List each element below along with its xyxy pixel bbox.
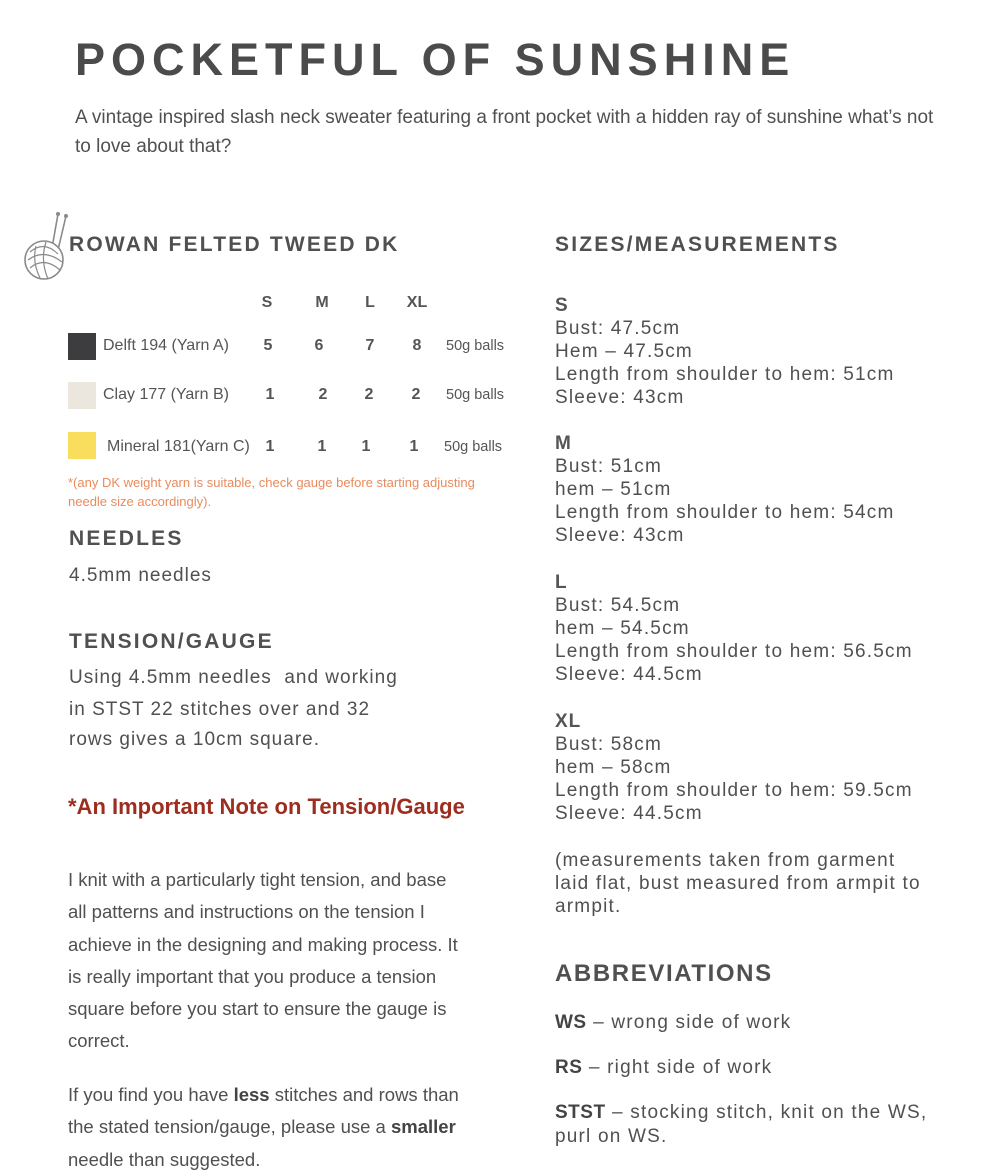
yarn-a-name: Delft 194 (Yarn A)	[103, 337, 229, 354]
yarn-c-qty-xl: 1	[409, 438, 419, 455]
yarn-a-qty-xl: 8	[412, 337, 422, 354]
size-line: hem – 58cm	[555, 757, 672, 779]
size-block-xl	[555, 710, 965, 825]
yarn-a-qty-l: 7	[365, 337, 375, 354]
size-header-m: M	[315, 294, 329, 311]
yarn-b-qty-m: 2	[318, 386, 328, 403]
size-line: hem – 51cm	[555, 479, 672, 501]
yarn-c-unit: 50g balls	[444, 439, 503, 455]
tension-heading: TENSION/GAUGE	[69, 630, 274, 653]
yarn-c-name: Mineral 181(Yarn C)	[107, 438, 250, 455]
yarn-b-qty-xl: 2	[411, 386, 421, 403]
size-header-xl: XL	[406, 294, 428, 311]
size-line: Sleeve: 44.5cm	[555, 803, 703, 825]
size-line: Sleeve: 44.5cm	[555, 664, 703, 686]
yarn-c-swatch	[68, 432, 96, 459]
size-line: Length from shoulder to hem: 51cm	[555, 364, 895, 386]
size-line: Sleeve: 43cm	[555, 525, 685, 547]
yarn-b-unit: 50g balls	[446, 387, 505, 403]
size-line: Sleeve: 43cm	[555, 387, 685, 409]
yarn-note: *(any DK weight yarn is suitable, check gauge before starting adjusting needle size accordingly).	[68, 475, 475, 509]
size-block-l	[555, 571, 965, 686]
emphasis-smaller: smaller	[390, 1116, 456, 1138]
yarn-a-qty-s: 5	[263, 337, 273, 354]
sizes-heading: SIZES/MEASUREMENTS	[555, 233, 840, 256]
size-line: Bust: 47.5cm	[555, 318, 681, 340]
important-note-para-1: I knit with a particularly tight tension, and base all patterns and instructions on the tension I achieve in the designing and making process. It is really important that you produce a tension square before you start to ensure the gauge is correct.	[68, 869, 458, 1052]
size-line: Bust: 58cm	[555, 734, 663, 756]
emphasis-less: less	[233, 1084, 270, 1105]
size-label: S	[555, 295, 569, 316]
size-block-s	[555, 294, 965, 409]
yarn-b-qty-s: 1	[265, 386, 275, 403]
tension-line-3: rows gives a 10cm square.	[69, 729, 320, 750]
yarn-heading: ROWAN FELTED TWEED DK	[69, 233, 400, 256]
yarn-a-unit: 50g balls	[446, 338, 505, 354]
size-line: Length from shoulder to hem: 56.5cm	[555, 641, 913, 663]
measurements-note: (measurements taken from garment laid flat, bust measured from armpit to armpit.	[555, 850, 921, 918]
size-header-l: L	[365, 294, 375, 311]
size-line: Hem – 47.5cm	[555, 341, 693, 363]
abbr-ws: WS – wrong side of work	[555, 1012, 792, 1033]
yarn-c-qty-s: 1	[265, 438, 275, 455]
yarn-a-swatch	[68, 333, 96, 360]
needles-heading: NEEDLES	[69, 527, 184, 550]
abbreviations-heading: ABBREVIATIONS	[555, 960, 773, 987]
yarn-b-name: Clay 177 (Yarn B)	[103, 386, 229, 403]
size-line: Bust: 51cm	[555, 456, 663, 478]
yarn-a-qty-m: 6	[314, 337, 324, 354]
size-label: XL	[555, 711, 582, 732]
pattern-intro: A vintage inspired slash neck sweater featuring a front pocket with a hidden ray of sunshine what’s not to love about that?	[75, 107, 934, 157]
size-label: M	[555, 433, 572, 454]
page-title: POCKETFUL OF SUNSHINE	[75, 34, 796, 85]
yarn-c-qty-l: 1	[361, 438, 371, 455]
size-line: hem – 54.5cm	[555, 618, 690, 640]
size-line: Length from shoulder to hem: 59.5cm	[555, 780, 913, 802]
abbr-rs: RS – right side of work	[555, 1057, 773, 1078]
yarn-ball-needles-icon	[22, 210, 70, 284]
size-line: Bust: 54.5cm	[555, 595, 681, 617]
yarn-b-swatch	[68, 382, 96, 409]
important-note-para-2: If you find you have less stitches and rows than the stated tension/gauge, please use a smaller needle than suggested.	[68, 1084, 459, 1170]
important-note-heading: *An Important Note on Tension/Gauge	[68, 794, 465, 819]
yarn-b-qty-l: 2	[364, 386, 374, 403]
tension-line-1: Using 4.5mm needles and working	[69, 667, 398, 688]
tension-line-2: in STST 22 stitches over and 32	[69, 699, 371, 720]
abbr-stst: STST – stocking stitch, knit on the WS, purl on WS.	[555, 1102, 928, 1147]
size-label: L	[555, 572, 568, 593]
size-header-s: S	[261, 294, 273, 311]
yarn-c-qty-m: 1	[317, 438, 327, 455]
needles-text: 4.5mm needles	[69, 565, 212, 586]
size-block-m	[555, 432, 965, 547]
size-line: Length from shoulder to hem: 54cm	[555, 502, 895, 524]
